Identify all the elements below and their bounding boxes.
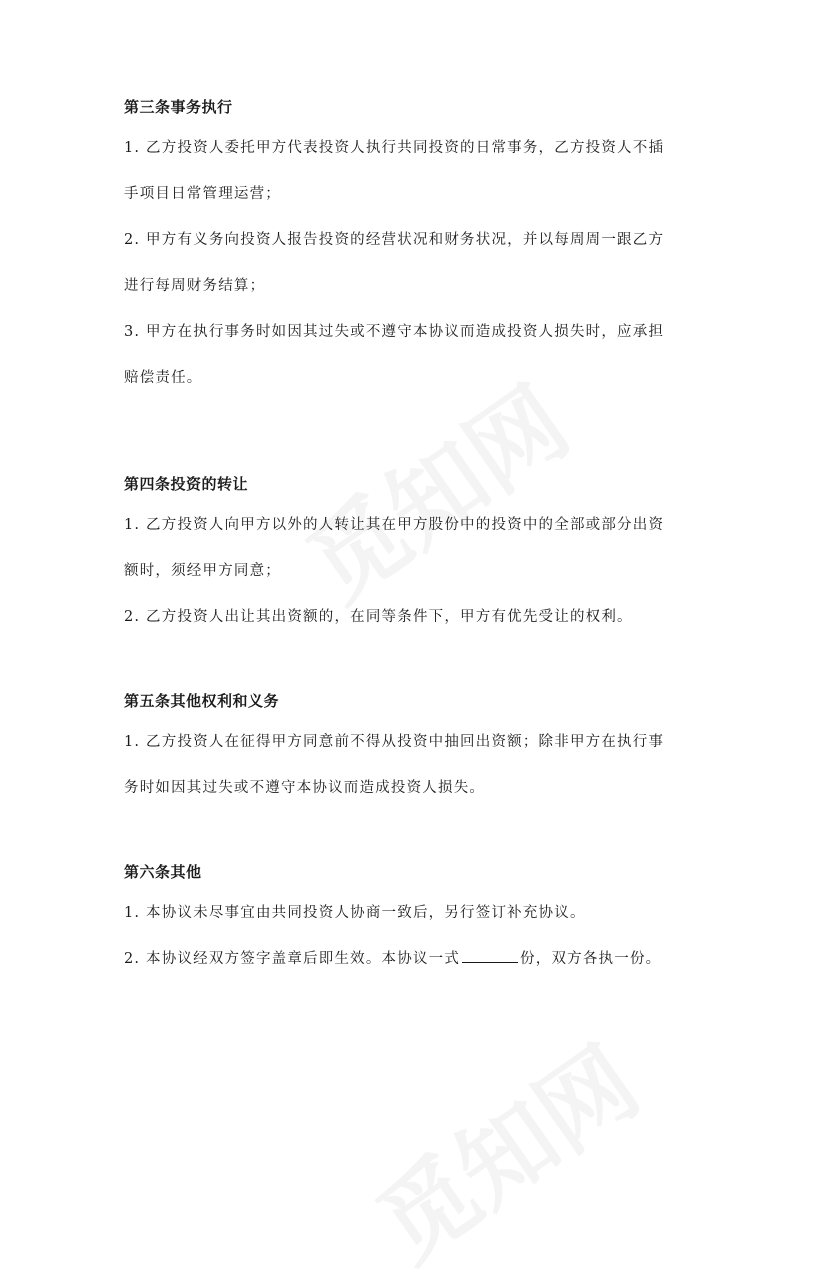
paragraph-line: 3. 甲方在执行事务时如因其过失或不遵守本协议而造成投资人损失时，应承担: [124, 324, 665, 340]
section-article-6: [124, 861, 714, 982]
section-spacer: [124, 401, 714, 473]
paragraph-line: 2. 甲方有义务向投资人报告投资的经营状况和财务状况，并以每周周一跟乙方: [124, 232, 665, 248]
section-heading: 第三条事务执行: [124, 98, 233, 116]
section-spacer: [124, 640, 714, 690]
section-spacer: [124, 811, 714, 861]
section-article-5: [124, 690, 714, 811]
fill-in-blank[interactable]: [462, 948, 518, 963]
paragraph-line: 2. 乙方投资人出让其出资额的，在同等条件下，甲方有优先受让的权利。: [124, 609, 633, 625]
text-before-blank: 2. 本协议经双方签字盖章后即生效。本协议一式: [124, 951, 461, 967]
text-after-blank: 份，双方各执一份。: [520, 951, 662, 967]
section-article-4: [124, 473, 714, 640]
paragraph-line: 1. 乙方投资人向甲方以外的人转让其在甲方股份中的投资中的全部或部分出资: [124, 517, 665, 533]
watermark: [347, 1010, 661, 1287]
paragraph-line: 务时如因其过失或不遵守本协议而造成投资人损失。: [124, 780, 486, 796]
paragraph-line-with-blank: [124, 936, 714, 982]
section-heading: 第四条投资的转让: [124, 475, 249, 493]
paragraph-line: 1. 本协议未尽事宜由共同投资人协商一致后，另行签订补充协议。: [124, 905, 586, 921]
paragraph-line: 额时，须经甲方同意；: [124, 563, 281, 579]
section-article-3: [124, 96, 714, 401]
paragraph-line: 进行每周财务结算；: [124, 278, 266, 294]
section-heading: 第六条其他: [124, 863, 202, 881]
section-heading: 第五条其他权利和义务: [124, 692, 280, 710]
paragraph-line: 1. 乙方投资人在征得甲方同意前不得从投资中抽回出资额；除非甲方在执行事: [124, 734, 665, 750]
document-body: [124, 96, 714, 982]
paragraph-line: 手项目日常管理运营；: [124, 186, 281, 202]
paragraph-line: 赔偿责任。: [124, 370, 203, 386]
paragraph-line: 1. 乙方投资人委托甲方代表投资人执行共同投资的日常事务，乙方投资人不插: [124, 140, 665, 156]
